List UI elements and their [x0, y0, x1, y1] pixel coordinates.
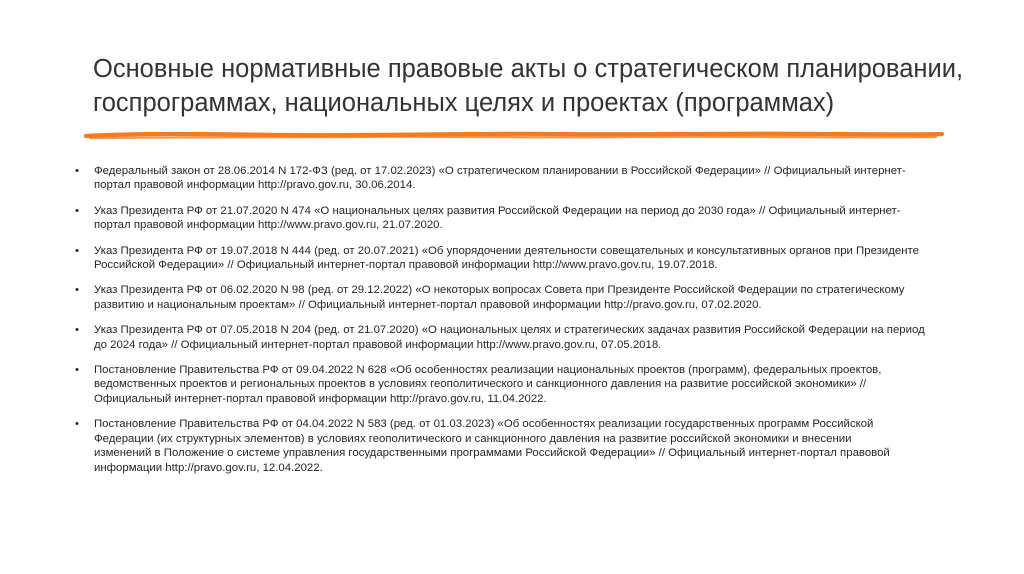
- reference-text: [94, 283, 945, 312]
- reference-list: [75, 164, 945, 486]
- slide-title-line: Основные нормативные правовые акты о стратегическом планировании,: [93, 55, 964, 83]
- bullet-dot-icon: •: [75, 244, 79, 257]
- reference-item: [75, 204, 945, 233]
- reference-text-line: Официальный интернет-портал правовой информации http://pravo.gov.ru, 11.04.2022.: [94, 392, 547, 405]
- bullet-dot-icon: •: [75, 284, 79, 297]
- bullet-dot-icon: •: [75, 165, 79, 177]
- reference-text: [94, 323, 945, 352]
- reference-text-line: портал правовой информации http://pravo.gov.ru, 30.06.2014.: [94, 179, 416, 192]
- slide-title: [93, 52, 964, 120]
- reference-text-line: Указ Президента РФ от 21.07.2020 N 474 «О национальных целях развития Российской Федерации на период до 2030 года» // Официальный интернет-: [94, 204, 901, 217]
- reference-text: [94, 164, 945, 193]
- title-divider: [84, 126, 944, 144]
- bullet-dot-icon: •: [75, 364, 79, 377]
- reference-text-line: изменений в Положение о системе управления государственными программами Российской Федерации» // Официальный интернет-портал правовой: [94, 447, 890, 460]
- reference-text: [94, 417, 945, 475]
- reference-item: [75, 417, 945, 475]
- reference-text-line: ведомственных проектов и региональных проектов в условиях геополитического и санкционного давления на развитие российской экономики» //: [94, 378, 867, 391]
- bullet-dot-icon: •: [75, 324, 79, 337]
- reference-text-line: до 2024 года» // Официальный интернет-портал правовой информации http://www.pravo.gov.ru, 07.05.2018.: [94, 338, 662, 351]
- reference-text-line: Указ Президента РФ от 19.07.2018 N 444 (ред. от 20.07.2021) «Об упорядочении деятельности совещательных и консультативных органов при Президенте: [94, 244, 919, 257]
- reference-item: [75, 164, 945, 193]
- bullet-dot-icon: •: [75, 418, 79, 431]
- reference-item: [75, 244, 945, 273]
- reference-text: [94, 204, 945, 233]
- brush-stroke-main: [86, 134, 942, 136]
- reference-text-line: Постановление Правительства РФ от 09.04.2022 N 628 «Об особенностях реализации национальных проектов (программ), федеральных проектов,: [94, 364, 882, 377]
- reference-text-line: Указ Президента РФ от 06.02.2020 N 98 (ред. от 29.12.2022) «О некоторых вопросах Совета при Президенте Российской Федерации по стратегическому: [94, 284, 905, 297]
- reference-text-line: развитию и национальным проектам» // Официальный интернет-портал правовой информации http://pravo.gov.ru, 07.02.2020.: [94, 298, 762, 311]
- reference-text: [94, 244, 945, 273]
- reference-text-line: портал правовой информации http://www.pravo.gov.ru, 21.07.2020.: [94, 219, 443, 232]
- reference-text-line: Федеральный закон от 28.06.2014 N 172-ФЗ (ред. от 17.02.2023) «О стратегическом планировании в Российской Федерации» // Официальный интернет-: [94, 165, 906, 177]
- reference-item: [75, 283, 945, 312]
- reference-text-line: Федерации (их структурных элементов) в условиях геополитического и санкционного давления на развитие российской экономики и внесении: [94, 432, 852, 445]
- reference-text: [94, 363, 945, 406]
- reference-text-line: Постановление Правительства РФ от 04.04.2022 N 583 (ред. от 01.03.2023) «Об особенностях реализации государственных программ Российской: [94, 418, 874, 431]
- reference-text-line: Указ Президента РФ от 07.05.2018 N 204 (ред. от 21.07.2020) «О национальных целях и стратегических задачах развития Российской Федерации на период: [94, 324, 925, 337]
- reference-item: [75, 323, 945, 352]
- slide-title-line: госпрограммах, национальных целях и проектах (программах): [93, 89, 835, 117]
- reference-text-line: информации http://pravo.gov.ru, 12.04.2022.: [94, 461, 323, 474]
- reference-item: [75, 363, 945, 406]
- brush-stroke-under: [90, 137, 936, 138]
- bullet-dot-icon: •: [75, 204, 79, 217]
- reference-text-line: Российской Федерации» // Официальный интернет-портал правовой информации http://www.pravo.gov.ru, 19.07.2018.: [94, 259, 718, 272]
